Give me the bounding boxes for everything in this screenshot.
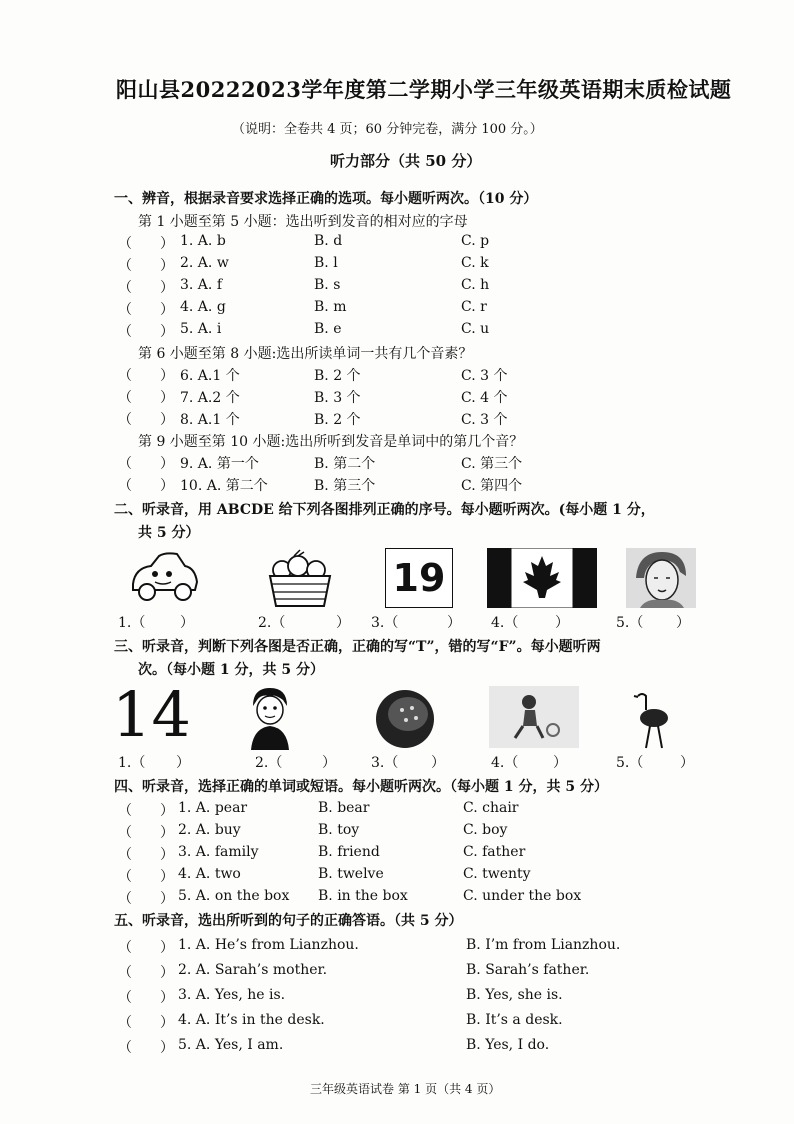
section-5-heading: 五、听录音，选出所听到的句子的正确答语。（共 5 分） (114, 913, 463, 929)
woman-portrait-picture (626, 548, 696, 608)
option-b: B. s (314, 277, 341, 293)
paren-close: ） (160, 412, 174, 428)
paren-close: ） (180, 615, 194, 631)
answer-blank[interactable]: （ (118, 302, 132, 318)
option-b: B. 第二个 (314, 456, 376, 472)
pic-answer-blank[interactable]: 5.（ (616, 755, 644, 771)
paren-close: ） (160, 258, 174, 274)
option-a: 10. A. 第二个 (180, 478, 268, 494)
paren-close: ） (160, 390, 174, 406)
pic-answer-blank[interactable]: 3.（ (371, 615, 399, 631)
answer-blank[interactable]: （ (118, 891, 132, 907)
number-14-picture: 14 (112, 678, 191, 751)
section-4-heading: 四、听录音，选择正确的单词或短语。每小题听两次。（每小题 1 分，共 5 分） (114, 779, 608, 795)
section-3-heading: 三、听录音，判断下列各图是否正确，正确的写“T”，错的写“F”。每小题听两 (114, 639, 601, 655)
section-1-instruction-b: 第 6 小题至第 8 小题:选出所读单词一共有几个音素？ (138, 346, 473, 362)
answer-blank[interactable]: （ (118, 258, 132, 274)
option-c: C. under the box (463, 888, 582, 904)
canada-flag-picture (487, 548, 597, 608)
section-3-heading-cont: 次。（每小题 1 分，共 5 分） (138, 662, 324, 678)
paren-close: ） (160, 368, 174, 384)
answer-blank[interactable]: （ (118, 456, 132, 472)
answer-blank[interactable]: （ (118, 236, 132, 252)
answer-blank[interactable]: （ (118, 847, 132, 863)
paren-close: ） (322, 755, 336, 771)
option-c: C. father (463, 844, 526, 860)
option-c: C. 3 个 (461, 412, 508, 428)
paren-close: ） (676, 615, 690, 631)
paren-close: ） (160, 803, 174, 819)
answer-blank[interactable]: （ (118, 940, 132, 956)
option-b: B. Yes, she is. (466, 987, 563, 1003)
option-a: 3. A. Yes, he is. (178, 987, 286, 1003)
paren-close: ） (160, 869, 174, 885)
option-a: 2. A. w (180, 255, 229, 271)
option-a: 4. A. two (178, 866, 241, 882)
option-a: 2. A. Sarah’s mother. (178, 962, 328, 978)
option-a: 5. A. Yes, I am. (178, 1037, 284, 1053)
option-c: C. k (461, 255, 489, 271)
option-b: B. m (314, 299, 347, 315)
paren-close: ） (160, 825, 174, 841)
option-b: B. in the box (318, 888, 408, 904)
paren-close: ） (176, 755, 190, 771)
option-a: 4. A. It’s in the desk. (178, 1012, 325, 1028)
option-b: B. toy (318, 822, 360, 838)
answer-blank[interactable]: （ (118, 990, 132, 1006)
paren-close: ） (431, 755, 445, 771)
option-b: B. Yes, I do. (466, 1037, 550, 1053)
option-a: 4. A. g (180, 299, 226, 315)
answer-blank[interactable]: （ (118, 368, 132, 384)
answer-blank[interactable]: （ (118, 965, 132, 981)
paren-close: ） (160, 1040, 174, 1056)
paren-close: ） (160, 965, 174, 981)
answer-blank[interactable]: （ (118, 478, 132, 494)
ostrich-picture (630, 690, 674, 750)
option-a: 8. A.1 个 (180, 412, 240, 428)
option-a: 5. A. i (180, 321, 222, 337)
number-19-text: 19 (392, 556, 446, 600)
answer-blank[interactable]: （ (118, 390, 132, 406)
pic-answer-blank[interactable]: 1.（ (118, 615, 146, 631)
option-b: B. 第三个 (314, 478, 376, 494)
option-a: 7. A.2 个 (180, 390, 240, 406)
pic-answer-blank[interactable]: 5.（ (616, 615, 644, 631)
option-b: B. 3 个 (314, 390, 361, 406)
paren-close: ） (680, 755, 694, 771)
option-b: B. It’s a desk. (466, 1012, 563, 1028)
pic-answer-blank[interactable]: 2.（ (258, 615, 286, 631)
option-b: B. d (314, 233, 343, 249)
exam-note: （说明：全卷共 4 页；60 分钟完卷，满分 100 分。） (232, 122, 543, 137)
exam-title: 阳山县20222023学年度第二学期小学三年级英语期末质检试题 (116, 77, 732, 102)
paren-close: ） (160, 324, 174, 340)
option-b: B. I’m from Lianzhou. (466, 937, 621, 953)
paren-close: ） (555, 615, 569, 631)
section-2-heading: 二、听录音，用 ABCDE 给下列各图排列正确的序号。每小题听两次。(每小题 1 分， (114, 502, 655, 518)
paren-close: ） (336, 615, 350, 631)
section-2-heading-cont: 共 5 分） (138, 525, 200, 541)
boy-picture (245, 686, 295, 750)
section-1-heading: 一、辨音，根据录音要求选择正确的选项。每小题听两次。（10 分） (114, 191, 538, 207)
option-a: 1. A. b (180, 233, 226, 249)
option-b: B. twelve (318, 866, 384, 882)
number-19-card (385, 548, 453, 608)
answer-blank[interactable]: （ (118, 280, 132, 296)
option-c: C. chair (463, 800, 519, 816)
option-a: 9. A. 第一个 (180, 456, 259, 472)
option-c: C. 第三个 (461, 456, 523, 472)
option-b: B. Sarah’s father. (466, 962, 590, 978)
paren-close: ） (160, 302, 174, 318)
option-c: C. 第四个 (461, 478, 523, 494)
paren-close: ） (160, 1015, 174, 1031)
listening-heading: 听力部分（共 50 分） (330, 152, 482, 170)
section-1-instruction-a: 第 1 小题至第 5 小题：选出听到发音的相对应的字母 (138, 214, 468, 230)
child-drawing-picture (489, 686, 579, 748)
pic-answer-blank[interactable]: 2.（ (255, 755, 283, 771)
pic-answer-blank[interactable]: 3.（ (371, 755, 399, 771)
answer-blank[interactable]: （ (118, 324, 132, 340)
paren-close: ） (160, 940, 174, 956)
pic-answer-blank[interactable]: 4.（ (491, 615, 519, 631)
option-c: C. u (461, 321, 490, 337)
pic-answer-blank[interactable]: 4.（ (491, 755, 519, 771)
option-b: B. 2 个 (314, 412, 361, 428)
option-c: C. boy (463, 822, 508, 838)
answer-blank[interactable]: （ (118, 1040, 132, 1056)
paren-close: ） (160, 990, 174, 1006)
option-c: C. r (461, 299, 487, 315)
paren-close: ） (447, 615, 461, 631)
paren-close: ） (160, 891, 174, 907)
option-b: B. friend (318, 844, 380, 860)
paren-close: ） (160, 456, 174, 472)
page-footer: 三年级英语试卷 第 1 页（共 4 页） (310, 1082, 501, 1096)
option-a: 1. A. He’s from Lianzhou. (178, 937, 359, 953)
option-c: C. 3 个 (461, 368, 508, 384)
option-a: 3. A. f (180, 277, 222, 293)
option-a: 3. A. family (178, 844, 259, 860)
option-a: 6. A.1 个 (180, 368, 240, 384)
answer-blank[interactable]: （ (118, 869, 132, 885)
section-1-instruction-c: 第 9 小题至第 10 小题:选出所听到发音是单词中的第几个音？ (138, 434, 524, 450)
option-a: 1. A. pear (178, 800, 248, 816)
option-a: 5. A. on the box (178, 888, 290, 904)
answer-blank[interactable]: （ (118, 825, 132, 841)
option-b: B. e (314, 321, 342, 337)
option-a: 2. A. buy (178, 822, 241, 838)
watermelon-picture (372, 688, 438, 750)
paren-close: ） (553, 755, 567, 771)
paren-close: ） (160, 478, 174, 494)
paren-close: ） (160, 280, 174, 296)
option-b: B. 2 个 (314, 368, 361, 384)
pic-answer-blank[interactable]: 1.（ (118, 755, 146, 771)
option-b: B. l (314, 255, 338, 271)
fruit-basket-picture (264, 548, 336, 608)
answer-blank[interactable]: （ (118, 412, 132, 428)
option-c: C. 4 个 (461, 390, 508, 406)
car-picture (125, 548, 201, 606)
answer-blank[interactable]: （ (118, 1015, 132, 1031)
option-c: C. p (461, 233, 490, 249)
option-c: C. twenty (463, 866, 531, 882)
paren-close: ） (160, 236, 174, 252)
option-c: C. h (461, 277, 490, 293)
option-b: B. bear (318, 800, 370, 816)
answer-blank[interactable]: （ (118, 803, 132, 819)
paren-close: ） (160, 847, 174, 863)
